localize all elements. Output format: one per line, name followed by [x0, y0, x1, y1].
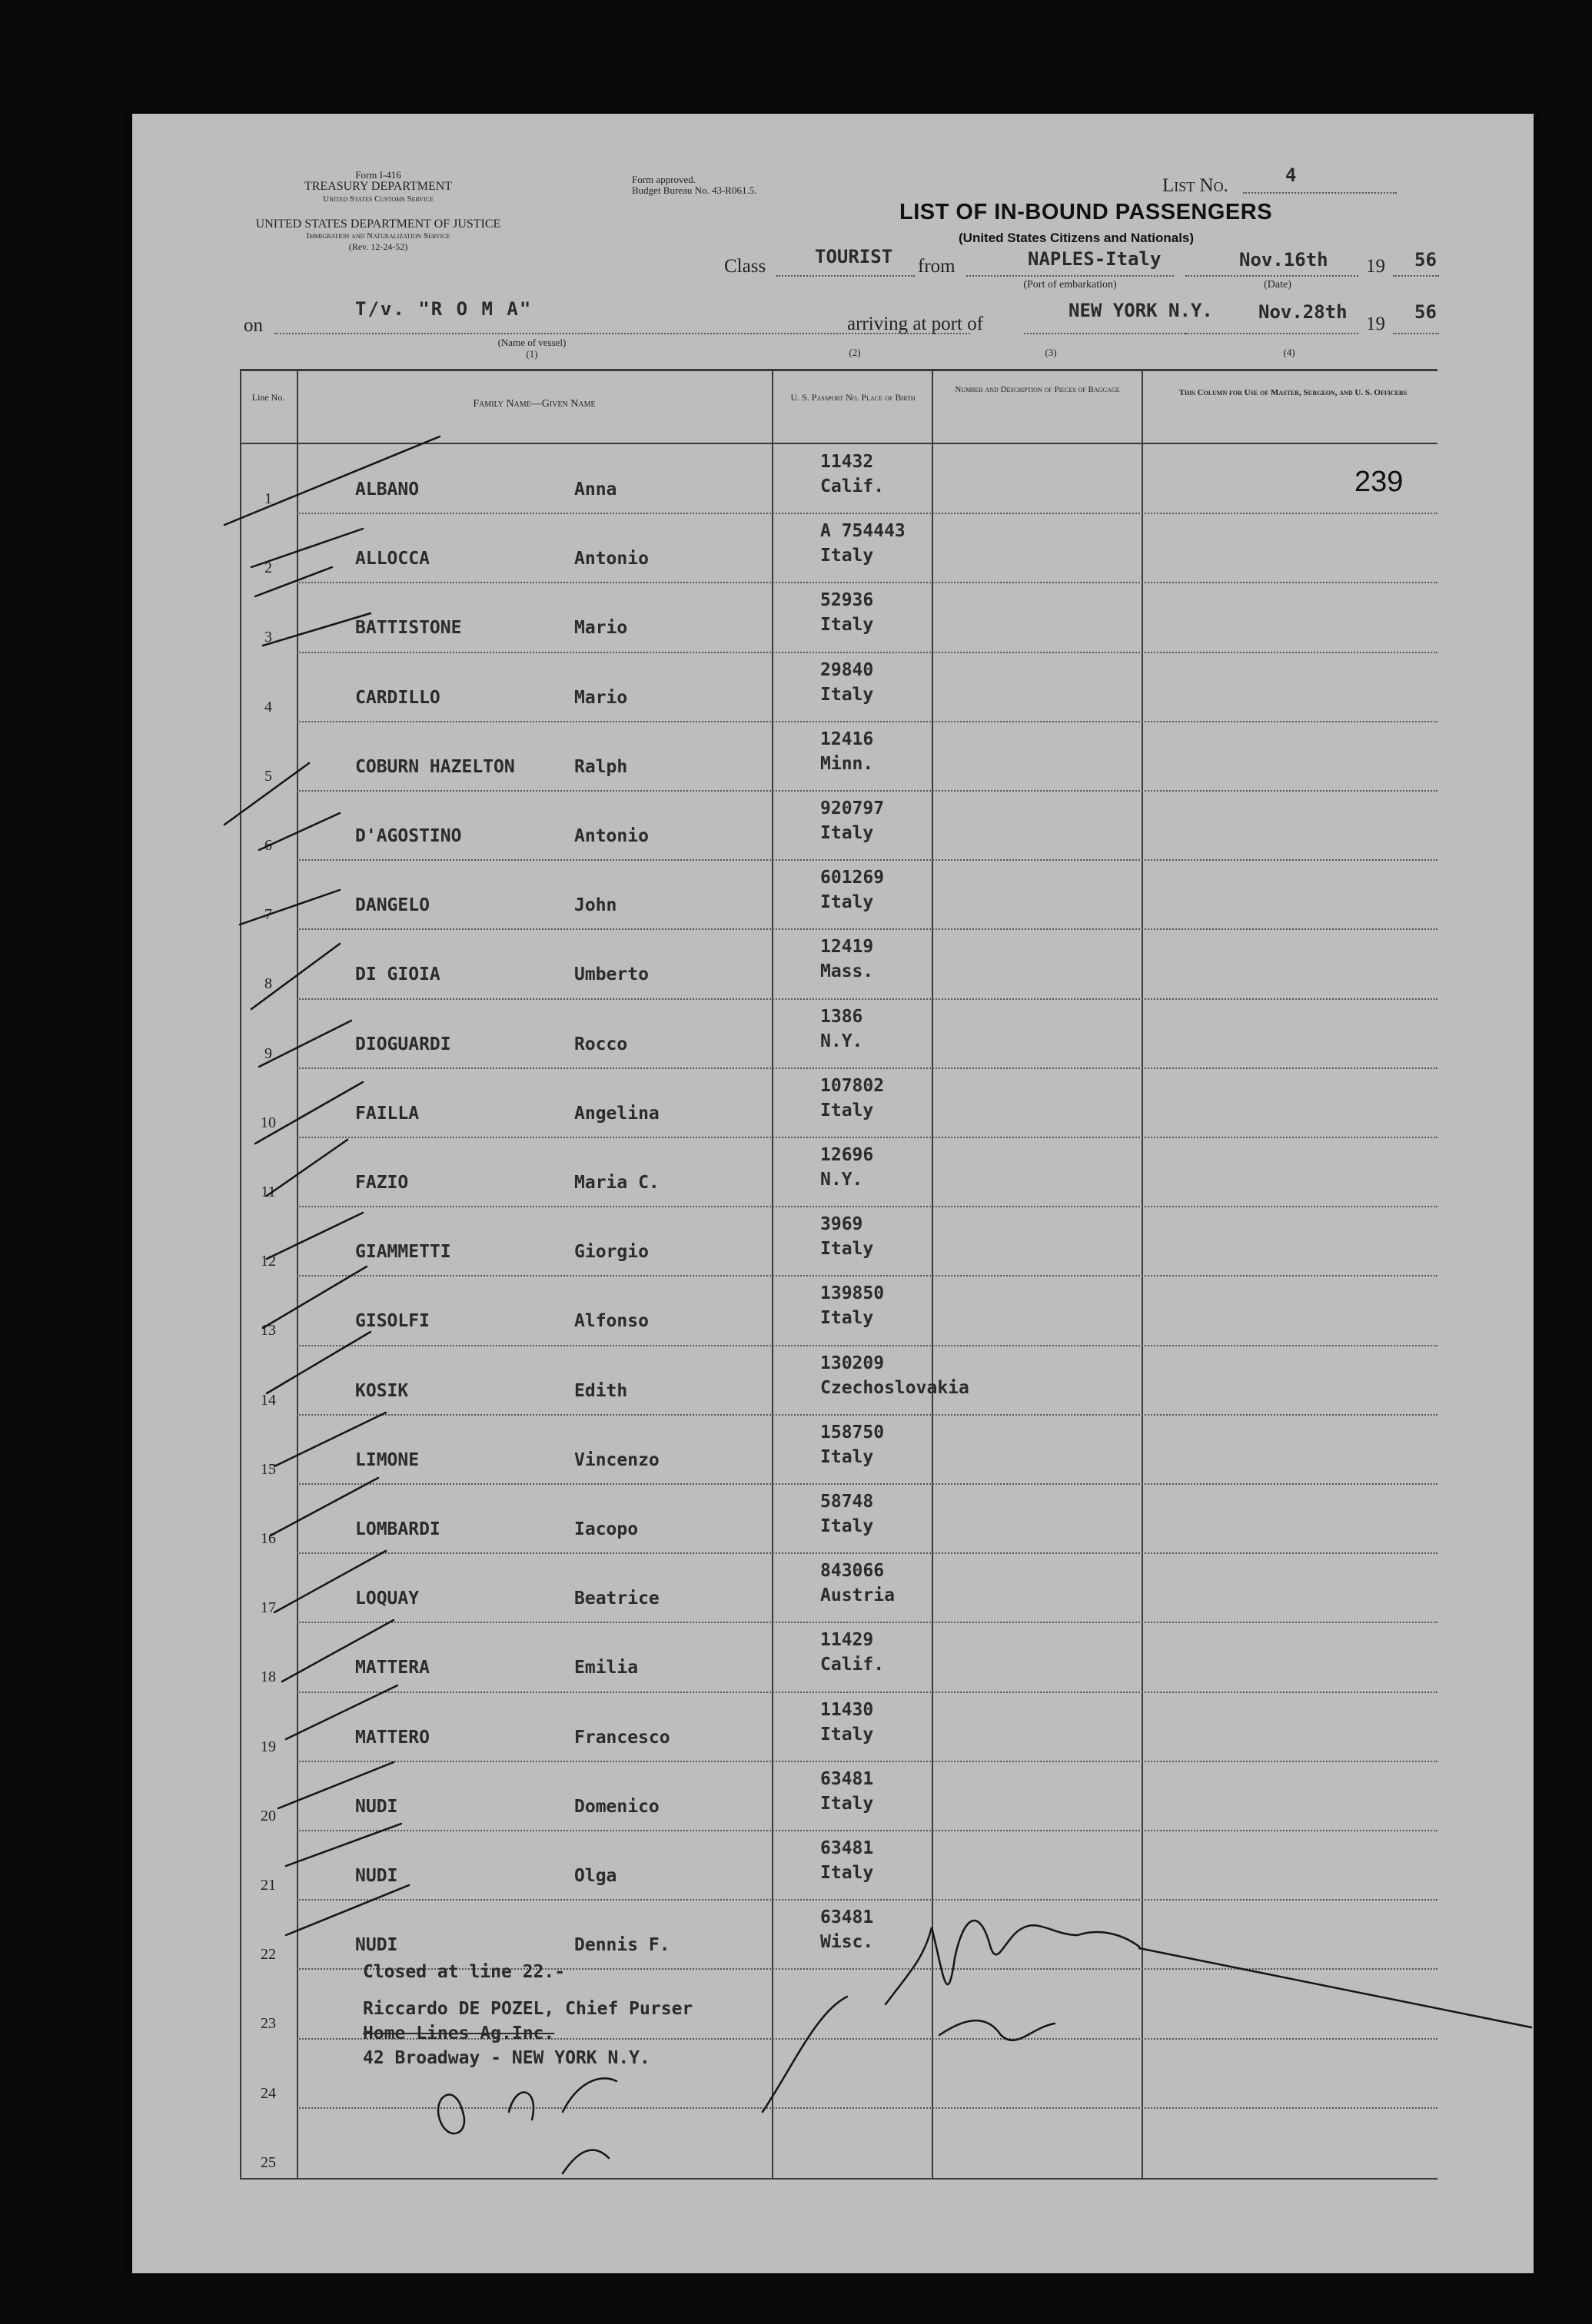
arrival-year: 56	[1414, 301, 1437, 323]
passport-number: 52936	[820, 590, 874, 611]
line-number: 17	[261, 1599, 276, 1617]
passport-number: 11432	[820, 452, 874, 472]
justice-dept: UNITED STATES DEPARTMENT OF JUSTICE	[255, 217, 501, 231]
place-of-birth: Italy	[820, 1516, 874, 1536]
passport-number: 107802	[820, 1075, 885, 1096]
family-name: GISOLFI	[355, 1311, 430, 1332]
family-name: D'AGOSTINO	[355, 826, 462, 846]
customs-service: United States Customs Service	[323, 194, 434, 204]
embark-date: Nov.16th	[1239, 249, 1328, 271]
given-name: Emilia	[574, 1658, 639, 1678]
family-name: CARDILLO	[355, 687, 440, 708]
place-of-birth: Italy	[820, 615, 874, 636]
line-number: 13	[261, 1322, 276, 1340]
line-number: 23	[261, 2015, 276, 2033]
family-name: DI GIOIA	[355, 964, 440, 985]
closing-line-1: Closed at line 22.-	[363, 1962, 566, 1982]
place-of-birth: Italy	[820, 1100, 874, 1120]
passport-number: 63481	[820, 1768, 874, 1789]
given-name: Mario	[574, 687, 628, 708]
given-name: Iacopo	[574, 1519, 639, 1539]
embark-port: NAPLES-Italy	[1028, 248, 1162, 270]
given-name: Antonio	[574, 549, 649, 569]
page-subtitle: (United States Citizens and Nationals)	[959, 231, 1195, 245]
given-name: Olga	[574, 1866, 617, 1886]
family-name: LOMBARDI	[355, 1519, 440, 1539]
line-number: 1	[264, 490, 272, 507]
given-name: Vincenzo	[574, 1449, 660, 1470]
line-number: 24	[261, 2084, 276, 2102]
form-approved: Form approved.	[632, 174, 696, 185]
place-of-birth: N.Y.	[820, 1031, 863, 1051]
line-number: 2	[264, 559, 272, 577]
arrival-port: NEW YORK N.Y.	[1069, 300, 1213, 321]
given-name: Giorgio	[574, 1242, 649, 1263]
header-passport: U. S. Passport No. Place of Birth	[790, 392, 916, 403]
passport-number: 1386	[820, 1006, 863, 1027]
passport-number: 63481	[820, 1838, 874, 1858]
passport-number: 158750	[820, 1422, 885, 1443]
line-number: 9	[264, 1044, 272, 1062]
family-name: LOQUAY	[355, 1589, 420, 1609]
line-number: 20	[261, 1807, 276, 1824]
manifest-page	[132, 114, 1534, 2273]
place-of-birth: Italy	[820, 546, 874, 566]
passport-number: 12696	[820, 1145, 874, 1165]
place-of-birth: Italy	[820, 1239, 874, 1260]
passport-number: 601269	[820, 868, 885, 888]
embark-port-caption: (Port of embarkation)	[1023, 279, 1117, 290]
form-revision: (Rev. 12-24-52)	[348, 241, 408, 252]
line-number: 22	[261, 1946, 276, 1964]
budget-bureau: Budget Bureau No. 43-R061.5.	[632, 184, 757, 196]
header-line-no: Line No.	[251, 392, 285, 403]
line-number: 12	[261, 1253, 276, 1270]
arriving-label: arriving at port of	[847, 314, 984, 334]
given-name: Mario	[574, 618, 628, 639]
ins-service: Immigration and Naturalization Service	[306, 231, 450, 241]
line-number: 14	[261, 1391, 276, 1409]
family-name: NUDI	[355, 1935, 398, 1956]
passport-number: 11429	[820, 1630, 874, 1651]
family-name: FAZIO	[355, 1173, 409, 1193]
family-name: FAILLA	[355, 1103, 420, 1124]
form-number: Form I-416	[355, 169, 401, 181]
line-number: 5	[264, 767, 272, 785]
passport-number: 130209	[820, 1353, 885, 1373]
place-of-birth: Italy	[820, 684, 874, 705]
family-name: ALBANO	[355, 480, 420, 500]
place-of-birth: Italy	[820, 1446, 874, 1467]
closing-line-4: 42 Broadway - NEW YORK N.Y.	[363, 2048, 650, 2068]
line-number: 7	[264, 906, 272, 924]
given-name: John	[574, 895, 617, 916]
passport-number: A 754443	[820, 521, 906, 542]
arrival-date: Nov.28th	[1258, 301, 1348, 323]
vessel-name: T/v. "R O M A"	[355, 298, 533, 320]
closing-line-3: Home Lines Ag.Inc.	[363, 2024, 555, 2043]
list-no-value: 4	[1285, 164, 1297, 186]
place-of-birth: Italy	[820, 892, 874, 913]
list-no-label: List No.	[1162, 175, 1228, 196]
passport-number: 920797	[820, 798, 885, 818]
given-name: Ralph	[574, 756, 628, 777]
col1-caption: (1)	[526, 348, 538, 360]
place-of-birth: Italy	[820, 823, 874, 843]
page-title: LIST OF IN-BOUND PASSENGERS	[899, 200, 1273, 224]
given-name: Edith	[574, 1380, 628, 1401]
given-name: Francesco	[574, 1727, 670, 1748]
family-name: NUDI	[355, 1866, 398, 1886]
place-of-birth: Austria	[820, 1585, 895, 1606]
header-baggage: Number and Description of Pieces of Baggage	[955, 385, 1120, 394]
family-name: MATTERO	[355, 1727, 430, 1748]
family-name: GIAMMETTI	[355, 1242, 451, 1263]
place-of-birth: Calif.	[820, 476, 885, 496]
from-label: from	[918, 256, 956, 277]
place-of-birth: Italy	[820, 1793, 874, 1814]
given-name: Alfonso	[574, 1311, 649, 1332]
arrival-year-prefix: 19	[1366, 314, 1385, 334]
embark-date-caption: (Date)	[1264, 279, 1291, 290]
line-number: 11	[261, 1184, 276, 1200]
place-of-birth: Wisc.	[820, 1932, 874, 1953]
header-officers: This Column for Use of Master, Surgeon, and U. S. Officers	[1178, 388, 1408, 397]
line-number: 3	[264, 629, 272, 646]
line-number: 19	[261, 1738, 276, 1755]
check-mark-1	[224, 437, 440, 525]
given-name: Anna	[574, 480, 617, 500]
line-number: 16	[261, 1530, 276, 1547]
vessel-caption: (Name of vessel)	[497, 337, 567, 348]
given-name: Beatrice	[574, 1589, 660, 1609]
place-of-birth: Calif.	[820, 1655, 885, 1675]
passport-number: 29840	[820, 659, 874, 680]
passport-number: 58748	[820, 1492, 874, 1512]
treasury-dept: TREASURY DEPARTMENT	[304, 180, 453, 193]
handwritten-marks	[132, 114, 1534, 2273]
place-of-birth: Italy	[820, 1724, 874, 1745]
passport-number: 139850	[820, 1283, 885, 1304]
line-number: 8	[264, 975, 272, 993]
line-number: 25	[261, 2153, 276, 2171]
on-label: on	[244, 315, 263, 336]
line-number: 18	[261, 1668, 276, 1686]
family-name: COBURN HAZELTON	[355, 756, 515, 777]
line-number: 6	[264, 837, 272, 854]
class-label: Class	[724, 256, 766, 277]
given-name: Umberto	[574, 964, 649, 985]
passport-number: 12416	[820, 729, 874, 749]
passport-number: 3969	[820, 1214, 863, 1235]
place-of-birth: Minn.	[820, 753, 874, 774]
family-name: LIMONE	[355, 1449, 420, 1470]
header-name: Family Name—Given Name	[473, 398, 596, 410]
given-name: Dennis F.	[574, 1935, 670, 1956]
place-of-birth: Italy	[820, 1863, 874, 1883]
closing-line-2: Riccardo DE POZEL, Chief Purser	[363, 1999, 693, 2019]
col2-caption: (2)	[849, 347, 861, 358]
given-name: Antonio	[574, 826, 649, 846]
passport-number: 12419	[820, 937, 874, 958]
family-name: MATTERA	[355, 1658, 430, 1678]
family-name: DIOGUARDI	[355, 1034, 451, 1054]
passport-number: 11430	[820, 1699, 874, 1720]
class-value: TOURIST	[815, 246, 893, 267]
family-name: KOSIK	[355, 1380, 409, 1401]
place-of-birth: Italy	[820, 1308, 874, 1329]
family-name: NUDI	[355, 1796, 398, 1817]
passport-number: 63481	[820, 1907, 874, 1928]
embark-year: 56	[1414, 249, 1437, 271]
family-name: DANGELO	[355, 895, 430, 916]
given-name: Angelina	[574, 1103, 660, 1124]
given-name: Domenico	[574, 1796, 660, 1817]
col3-caption: (3)	[1045, 347, 1057, 358]
line-number: 10	[261, 1114, 276, 1131]
family-name: BATTISTONE	[355, 618, 462, 639]
stamp-number: 239	[1354, 466, 1404, 498]
place-of-birth: N.Y.	[820, 1170, 863, 1190]
passport-number: 843066	[820, 1561, 885, 1582]
family-name: ALLOCCA	[355, 549, 430, 569]
col4-caption: (4)	[1283, 347, 1295, 358]
given-name: Rocco	[574, 1034, 628, 1054]
line-number: 15	[261, 1460, 276, 1478]
given-name: Maria C.	[574, 1173, 660, 1193]
embark-year-prefix: 19	[1366, 256, 1385, 277]
place-of-birth: Czechoslovakia	[820, 1377, 969, 1398]
place-of-birth: Mass.	[820, 961, 874, 982]
line-number: 21	[261, 1877, 276, 1894]
line-number: 4	[264, 698, 272, 715]
